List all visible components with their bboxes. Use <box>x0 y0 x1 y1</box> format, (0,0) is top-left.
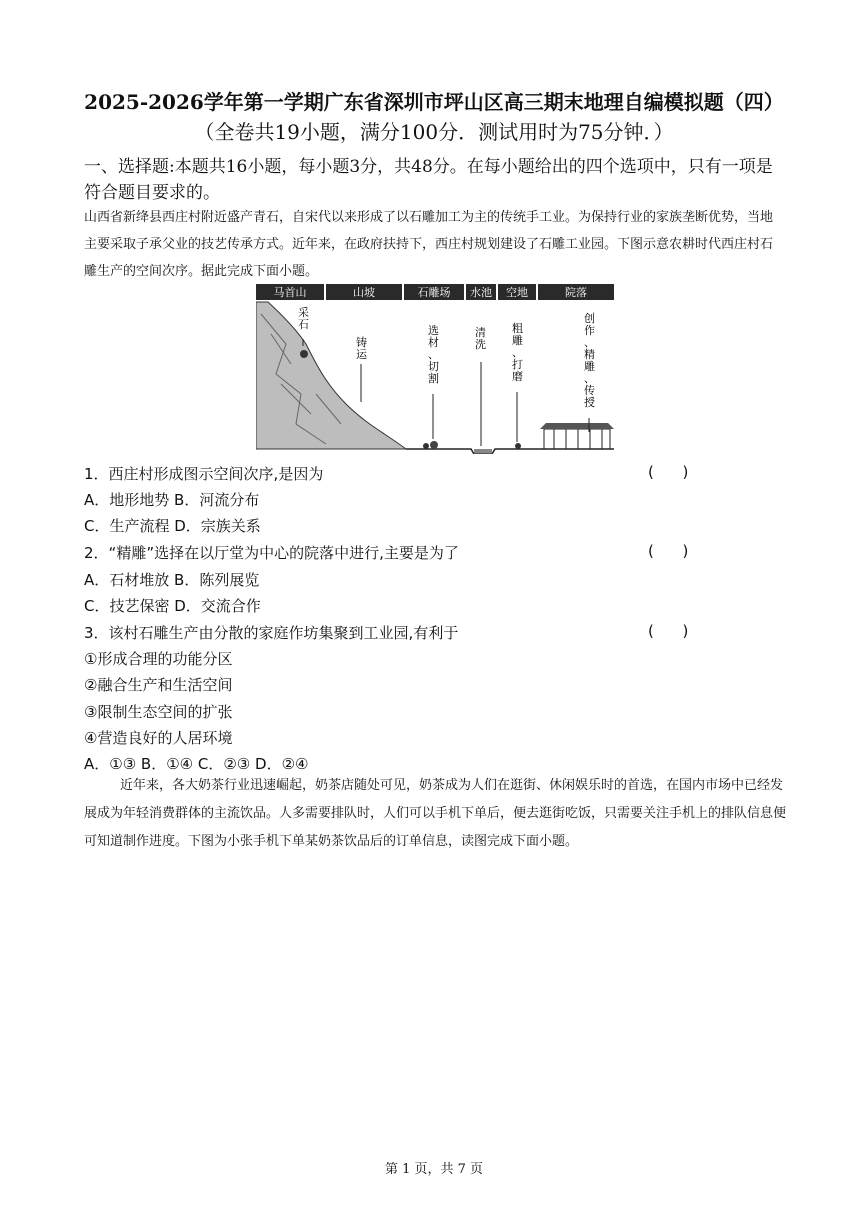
question-2-option-cd: C．技艺保密 D．交流合作 <box>84 597 261 615</box>
svg-text:选材、切割: 选材、切割 <box>428 324 439 385</box>
rock-2 <box>430 441 438 449</box>
exam-title: 2025-2026学年第一学期广东省深圳市坪山区高三期末地理自编模拟题（四） <box>84 90 784 114</box>
pond-water <box>474 449 492 453</box>
ground-line <box>406 449 614 454</box>
material-1: 山西省新绛县西庄村附近盛产青石，自宋代以来形成了以石雕加工为主的传统手工业。为保持行业的家族垄断优势，当地主要采取子承父业的技艺传承方式。近年来，在政府扶持下，西庄村规划建设了石雕工业园。下图示意农耕时代西庄村石雕生产的空间次序。据此完成下面小题。 <box>84 210 774 279</box>
question-3-statement-4: ④营造良好的人居环境 <box>84 729 233 747</box>
zone-label-kongdi: 空地 <box>506 286 528 299</box>
section-heading: 一、选择题:本题共16小题，每小题3分，共48分。在每小题给出的四个选项中，只有一项是符合题目要求的。 <box>84 157 773 203</box>
question-2-bracket: ( ) <box>648 542 689 560</box>
stage-caishi: 采石 <box>298 306 309 331</box>
page-footer: 第 1 页，共 7 页 <box>384 1162 484 1177</box>
svg-text:清洗: 清洗 <box>475 326 486 351</box>
question-3-statement-1: ①形成合理的功能分区 <box>84 650 233 668</box>
svg-text:铸运: 铸运 <box>356 336 367 361</box>
question-3-choices: A．①③ B．①④ C．②③ D．②④ <box>84 755 309 773</box>
svg-text:粗雕、打磨: 粗雕、打磨 <box>512 322 523 383</box>
stone-carving-diagram <box>256 284 614 454</box>
question-1-option-ab: A．地形地势 B．河流分布 <box>84 491 260 509</box>
exam-subtitle: （全卷共19小题，满分100分．测试用时为75分钟．） <box>194 120 674 144</box>
question-2-stem: 2．“精雕”选择在以厅堂为中心的院落中进行,主要是为了 <box>84 544 459 562</box>
question-3-bracket: ( ) <box>648 622 689 640</box>
question-2-option-ab: A．石材堆放 B．陈列展览 <box>84 571 260 589</box>
rock-3 <box>515 443 521 449</box>
svg-text:创作、精雕、传授: 创作、精雕、传授 <box>584 312 595 409</box>
zone-header-bar <box>256 284 614 300</box>
question-3-stem: 3．该村石雕生产由分散的家庭作坊集聚到工业园,有利于 <box>84 624 459 642</box>
zone-label-yuanluo: 院落 <box>565 286 587 299</box>
question-1-stem: 1．西庄村形成图示空间次序,是因为 <box>84 465 324 483</box>
question-3-statement-2: ②融合生产和生活空间 <box>84 676 233 694</box>
zone-label-mashoushan: 马首山 <box>273 286 307 299</box>
zone-label-shuichi: 水池 <box>470 286 492 299</box>
rock-1 <box>423 443 429 449</box>
material-2-text: 近年来，各大奶茶行业迅速崛起，奶茶店随处可见，奶茶成为人们在逛街、休闲娱乐时的首选，在国内市场中已经发展成为年轻消费群体的主流饮品。人多需要排队时，人们可以手机下单后，便去逛街吃饭，只需要关注手机上的排队信息便可知道制作进度。下图为小张手机下单某奶茶饮品后的订单信息，读图完成下面小题。 <box>84 778 787 849</box>
material-2 <box>84 772 790 856</box>
zone-label-shanpo: 山坡 <box>353 286 375 299</box>
question-1-bracket: ( ) <box>648 463 689 481</box>
zone-label-shidiaochang: 石雕场 <box>417 286 451 299</box>
question-3-statement-3: ③限制生态空间的扩张 <box>84 703 233 721</box>
quarry-worker <box>300 350 308 358</box>
courtyard-building <box>540 423 614 449</box>
question-1-option-cd: C．生产流程 D．宗族关系 <box>84 517 261 535</box>
